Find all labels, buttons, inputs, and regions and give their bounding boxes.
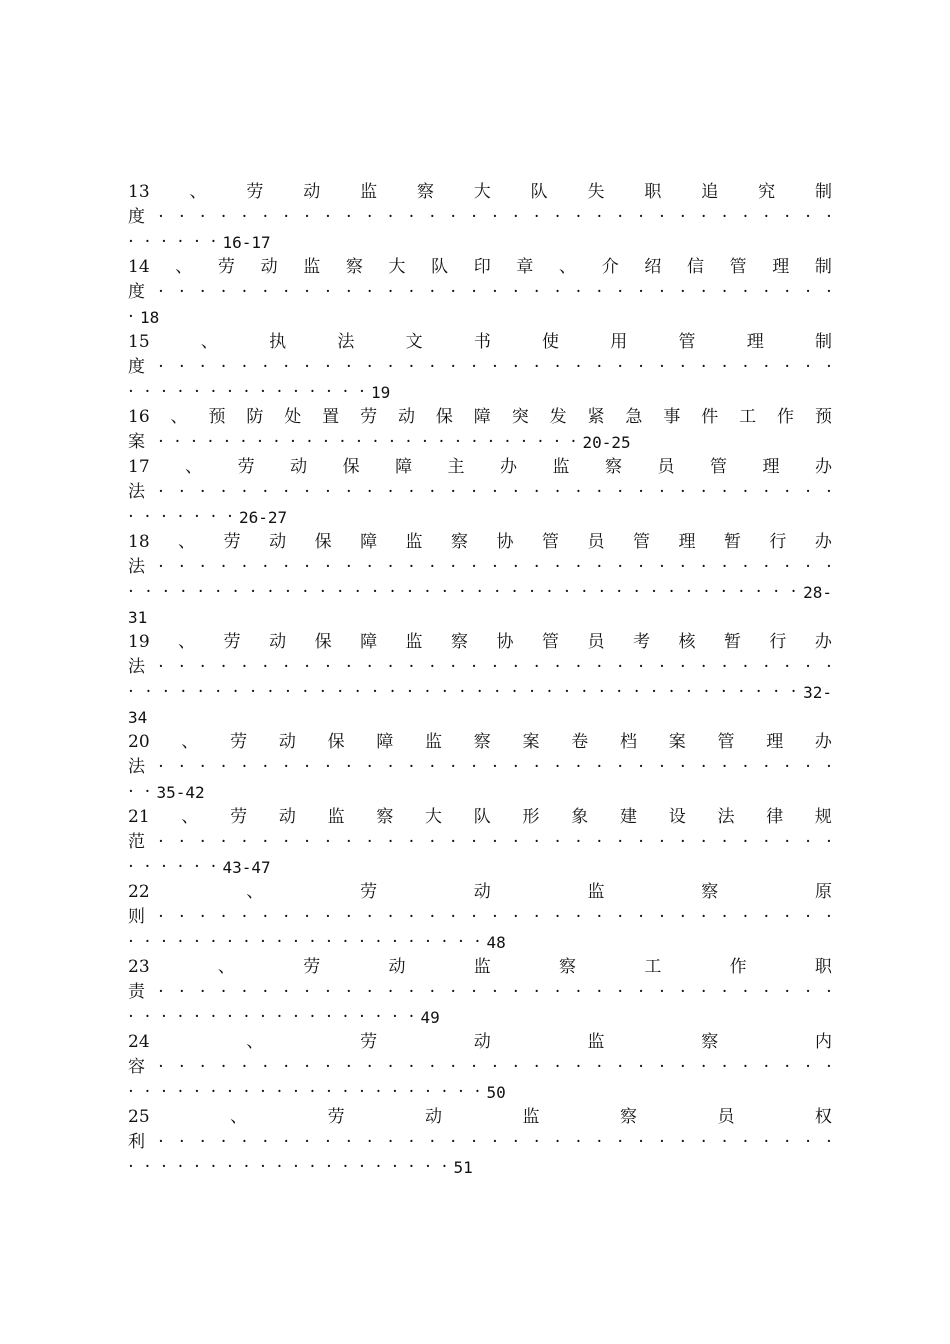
toc-title-word: 员: [717, 1107, 735, 1127]
toc-title-word: 、: [178, 532, 196, 552]
toc-entry[interactable]: [128, 405, 832, 455]
toc-entry[interactable]: [128, 730, 832, 805]
toc-title-word: 动: [269, 532, 287, 552]
toc-title-word: 文: [405, 332, 423, 352]
toc-title-word: 监: [405, 532, 423, 552]
toc-title-word: 监: [360, 182, 378, 202]
toc-title-word: 制: [814, 182, 832, 202]
toc-title-word: 22: [128, 882, 150, 902]
toc-title-word: 23: [128, 957, 150, 977]
dot-leader: · · · · · · ·: [128, 507, 233, 527]
toc-title-word: 队: [473, 807, 491, 827]
toc-title-continuation: 责: [128, 982, 145, 1002]
toc-page-number: 16-17: [222, 233, 271, 252]
toc-title-word: 理: [678, 532, 696, 552]
dot-leader: · · · · · · · · · · · · · · · · · · · ·: [128, 1157, 448, 1177]
toc-title-continuation: 度: [128, 207, 145, 227]
toc-entry[interactable]: [128, 1105, 832, 1180]
toc-title-word: 劳: [223, 632, 241, 652]
toc-page-number: 32-: [803, 683, 832, 702]
toc-title-word: 监: [303, 257, 321, 277]
toc-title-word: 用: [610, 332, 628, 352]
toc-title-word: 件: [701, 407, 719, 427]
toc-title-word: 、: [175, 257, 193, 277]
toc-title-word: 劳: [217, 257, 235, 277]
toc-title-word: 主: [447, 457, 465, 477]
toc-title-word: 规: [814, 807, 832, 827]
toc-title-word: 动: [278, 807, 296, 827]
toc-entry[interactable]: [128, 330, 832, 405]
toc-title-word: 管: [678, 332, 696, 352]
toc-title-word: 工: [644, 957, 662, 977]
toc-title-word: 办: [500, 457, 518, 477]
toc-title-word: 理: [762, 457, 780, 477]
toc-title-word: 监: [327, 807, 345, 827]
toc-title-word: 员: [657, 457, 675, 477]
toc-title-word: 察: [345, 257, 363, 277]
dot-leader: · · · · · · · · · · · · · · · · · · · · · · · · · · · · · · · · ·: [158, 207, 832, 227]
toc-title-word: 印: [473, 257, 491, 277]
toc-title-word: 卷: [571, 732, 589, 752]
toc-title-word: 预: [814, 407, 832, 427]
toc-title-word: 理: [772, 257, 790, 277]
toc-title-word: 制: [814, 332, 832, 352]
toc-entry[interactable]: [128, 955, 832, 1030]
toc-title-word: 考: [632, 632, 650, 652]
toc-title-word: 保: [314, 632, 332, 652]
dot-leader: · · · · · · · · · · · · · · · · · · · · · · · · · · · · · · · · ·: [158, 657, 832, 677]
toc-title-word: 管: [717, 732, 735, 752]
toc-title-word: 监: [425, 732, 443, 752]
dot-leader: · · · · · · · · · · · · · · · · · · · · · ·: [128, 932, 481, 952]
toc-title-word: 、: [189, 182, 207, 202]
toc-title-word: 理: [766, 732, 784, 752]
toc-entry[interactable]: [128, 880, 832, 955]
toc-title-word: 劳: [237, 457, 255, 477]
toc-title-word: 作: [777, 407, 795, 427]
toc-title-word: 监: [473, 957, 491, 977]
toc-title-continuation: 法: [128, 482, 145, 502]
toc-title-word: 管: [632, 532, 650, 552]
toc-entry-title: [128, 955, 832, 980]
dot-leader: · · · · · · · · · · · · · · · · · · · · · · · · · ·: [158, 432, 577, 452]
toc-title-word: 突: [511, 407, 529, 427]
toc-title-word: 象: [571, 807, 589, 827]
toc-title-word: 、: [246, 882, 264, 902]
toc-title-word: 监: [405, 632, 423, 652]
toc-entry-title: [128, 1030, 832, 1055]
toc-entry-title: [128, 405, 832, 430]
toc-title-word: 劳: [230, 807, 248, 827]
toc-title-word: 办: [814, 732, 832, 752]
toc-title-word: 动: [473, 1032, 491, 1052]
toc-title-word: 管: [542, 532, 559, 552]
dot-leader: · ·: [128, 782, 151, 802]
toc-title-word: 职: [814, 957, 832, 977]
toc-title-word: 员: [587, 532, 605, 552]
toc-title-word: 16: [128, 407, 150, 427]
toc-title-word: 动: [397, 407, 415, 427]
toc-page-number: 28-: [803, 583, 832, 602]
toc-page-number: 31: [128, 608, 148, 627]
toc-title-word: 作: [729, 957, 747, 977]
toc-title-word: 监: [587, 1032, 605, 1052]
toc-title-word: 管: [729, 257, 747, 277]
toc-title-word: 建: [619, 807, 637, 827]
toc-entry-title: [128, 1105, 832, 1130]
toc-title-word: 障: [360, 632, 378, 652]
toc-entry-title: [128, 630, 832, 655]
toc-title-word: 、: [170, 407, 188, 427]
toc-title-word: 队: [431, 257, 449, 277]
toc-title-word: 章: [516, 257, 534, 277]
toc-title-word: 防: [246, 407, 264, 427]
toc-title-word: 发: [549, 407, 567, 427]
toc-title-word: 劳: [360, 407, 378, 427]
toc-title-word: 21: [128, 807, 150, 827]
toc-title-word: 使: [542, 332, 560, 352]
toc-title-word: 员: [587, 632, 605, 652]
toc-title-word: 劳: [303, 957, 321, 977]
toc-title-word: 、: [200, 332, 218, 352]
toc-title-word: 、: [181, 807, 199, 827]
toc-title-word: 察: [451, 532, 469, 552]
toc-title-word: 办: [814, 457, 832, 477]
toc-title-word: 工: [739, 407, 757, 427]
toc-title-word: 13: [128, 182, 150, 202]
toc-page-number: 35-42: [156, 783, 205, 802]
toc-title-word: 办: [814, 632, 832, 652]
dot-leader: · · · · · · · · · · · · · · · · · · · · · · · · · · · · · · · · ·: [158, 757, 832, 777]
toc-title-continuation: 度: [128, 282, 145, 302]
toc-page-number: 49: [420, 1008, 440, 1027]
toc-title-word: 、: [217, 957, 235, 977]
toc-title-word: 察: [473, 732, 491, 752]
toc-title-word: 原: [814, 882, 832, 902]
toc-title-word: 17: [128, 457, 150, 477]
toc-title-word: 、: [559, 257, 577, 277]
toc-title-word: 暂: [723, 632, 741, 652]
toc-title-word: 紧: [587, 407, 605, 427]
toc-title-word: 追: [701, 182, 719, 202]
toc-title-word: 察: [619, 1107, 637, 1127]
dot-leader: · · · · · ·: [128, 232, 217, 252]
toc-title-word: 究: [758, 182, 776, 202]
toc-title-word: 协: [496, 532, 514, 552]
toc-title-continuation: 法: [128, 757, 145, 777]
toc-title-word: 20: [128, 732, 150, 752]
toc-entry-title: [128, 805, 832, 830]
dot-leader: ·: [128, 307, 134, 327]
dot-leader: · · · · · ·: [128, 857, 217, 877]
dot-leader: · · · · · · · · · · · · · · · · · · · · · ·: [128, 1082, 481, 1102]
toc-title-word: 队: [530, 182, 548, 202]
toc-title-word: 法: [337, 332, 355, 352]
toc-title-word: 动: [425, 1107, 443, 1127]
toc-title-word: 急: [625, 407, 643, 427]
toc-title-word: 办: [814, 532, 832, 552]
toc-title-word: 劳: [246, 182, 264, 202]
toc-title-word: 察: [416, 182, 434, 202]
toc-entry[interactable]: [128, 180, 832, 255]
toc-entry-title: [128, 880, 832, 905]
toc-title-word: 案: [522, 732, 540, 752]
toc-entry-title: [128, 455, 832, 480]
toc-title-word: 法: [717, 807, 735, 827]
toc-page-number: 51: [453, 1158, 473, 1177]
toc-title-word: 形: [522, 807, 540, 827]
toc-title-word: 察: [376, 807, 394, 827]
toc-title-word: 动: [269, 632, 287, 652]
toc-title-word: 、: [246, 1032, 264, 1052]
toc-title-word: 、: [178, 632, 196, 652]
toc-title-word: 大: [473, 182, 491, 202]
toc-entry[interactable]: [128, 255, 832, 330]
toc-title-word: 察: [701, 882, 719, 902]
toc-title-word: 行: [769, 632, 787, 652]
toc-title-word: 内: [814, 1032, 832, 1052]
toc-title-word: 协: [496, 632, 514, 652]
toc-title-word: 察: [451, 632, 469, 652]
toc-title-word: 14: [128, 257, 150, 277]
toc-title-word: 障: [473, 407, 491, 427]
toc-title-word: 大: [425, 807, 443, 827]
toc-title-word: 察: [701, 1032, 719, 1052]
toc-title-word: 设: [668, 807, 686, 827]
dot-leader: · · · · · · · · · · · · · · · · · · · · · · · · · · · · · · · · ·: [158, 907, 832, 927]
dot-leader: · · · · · · · · · · · · · · · · · · · · · · · · · · · · · · · · ·: [158, 832, 832, 852]
toc-entry[interactable]: [128, 530, 832, 630]
toc-title-word: 、: [181, 732, 199, 752]
dot-leader: · · · · · · · · · · · · · · · · · · · · · · · · · · · · · · · · ·: [158, 1057, 832, 1077]
toc-title-word: 案: [668, 732, 686, 752]
dot-leader: · · · · · · · · · · · · · · · · · · · · · · · · · · · · · · · · · · · · · · ·: [128, 582, 797, 602]
toc-title-word: 管: [542, 632, 559, 652]
toc-entry[interactable]: [128, 455, 832, 530]
toc-title-word: 事: [663, 407, 681, 427]
toc-entry[interactable]: [128, 1030, 832, 1105]
toc-entry-title: [128, 180, 832, 205]
toc-title-word: 动: [278, 732, 296, 752]
toc-title-continuation: 则: [128, 907, 145, 927]
toc-entry[interactable]: [128, 630, 832, 730]
toc-title-word: 核: [678, 632, 696, 652]
toc-title-word: 保: [314, 532, 332, 552]
toc-title-word: 动: [260, 257, 278, 277]
toc-title-word: 动: [388, 957, 406, 977]
dot-leader: · · · · · · · · · · · · · · · · · · · · · · · · · · · · · · · · ·: [158, 282, 832, 302]
toc-title-word: 保: [342, 457, 360, 477]
toc-title-word: 职: [644, 182, 662, 202]
toc-title-word: 管: [709, 457, 727, 477]
toc-title-word: 动: [290, 457, 308, 477]
dot-leader: · · · · · · · · · · · · · · · · · · · · · · · · · · · · · · · · ·: [158, 357, 832, 377]
dot-leader: · · · · · · · · · · · · · · · · · ·: [128, 1007, 415, 1027]
dot-leader: · · · · · · · · · · · · · · · · · · · · · · · · · · · · · · · · · · · · · · ·: [128, 682, 797, 702]
toc-title-continuation: 容: [128, 1057, 145, 1077]
toc-entry-title: [128, 330, 832, 355]
toc-title-word: 置: [322, 407, 340, 427]
toc-title-continuation: 范: [128, 832, 145, 852]
toc-title-word: 劳: [230, 732, 248, 752]
toc-title-word: 动: [473, 882, 491, 902]
toc-page-number: 18: [140, 308, 160, 327]
toc-title-word: 大: [388, 257, 406, 277]
dot-leader: · · · · · · · · · · · · · · ·: [128, 382, 365, 402]
dot-leader: · · · · · · · · · · · · · · · · · · · · · · · · · · · · · · · · ·: [158, 982, 832, 1002]
toc-title-word: 动: [303, 182, 321, 202]
toc-page-number: 34: [128, 708, 148, 727]
toc-title-word: 劳: [327, 1107, 345, 1127]
toc-page-number: 43-47: [222, 858, 271, 877]
toc-page-number: 48: [486, 933, 506, 952]
toc-entry[interactable]: [128, 805, 832, 880]
toc-title-word: 监: [587, 882, 605, 902]
toc-page-number: 19: [371, 383, 391, 402]
toc-title-word: 失: [587, 182, 605, 202]
toc-title-continuation: 利: [128, 1132, 145, 1152]
toc-page-number: 50: [486, 1083, 506, 1102]
toc-title-word: 15: [128, 332, 150, 352]
toc-title-word: 障: [360, 532, 378, 552]
toc-title-word: 律: [766, 807, 784, 827]
toc-title-word: 理: [746, 332, 764, 352]
toc-title-word: 信: [686, 257, 704, 277]
toc-title-word: 监: [522, 1107, 540, 1127]
toc-title-word: 25: [128, 1107, 150, 1127]
toc-title-word: 19: [128, 632, 150, 652]
toc-title-word: 保: [327, 732, 345, 752]
toc-title-word: 、: [230, 1107, 248, 1127]
toc-title-word: 察: [559, 957, 577, 977]
toc-title-word: 权: [814, 1107, 832, 1127]
toc-title-word: 书: [473, 332, 491, 352]
dot-leader: · · · · · · · · · · · · · · · · · · · · · · · · · · · · · · · · ·: [158, 482, 832, 502]
toc-title-word: 、: [185, 457, 203, 477]
toc-title-word: 执: [269, 332, 287, 352]
toc-entry-title: [128, 530, 832, 555]
toc-title-continuation: 案: [128, 432, 145, 452]
toc-title-word: 障: [395, 457, 413, 477]
toc-title-continuation: 法: [128, 557, 145, 577]
toc-title-word: 保: [435, 407, 453, 427]
toc-title-word: 监: [552, 457, 570, 477]
toc-title-word: 处: [284, 407, 302, 427]
toc-title-word: 制: [814, 257, 832, 277]
toc-title-word: 24: [128, 1032, 150, 1052]
toc-title-word: 暂: [723, 532, 741, 552]
dot-leader: · · · · · · · · · · · · · · · · · · · · · · · · · · · · · · · · ·: [158, 557, 832, 577]
toc-title-word: 障: [376, 732, 394, 752]
toc-title-word: 预: [208, 407, 226, 427]
toc-title-word: 劳: [223, 532, 241, 552]
toc-entry-title: [128, 255, 832, 280]
toc-title-continuation: 法: [128, 657, 145, 677]
toc-page-number: 26-27: [239, 508, 288, 527]
toc-title-word: 行: [769, 532, 787, 552]
toc-title-word: 绍: [644, 257, 662, 277]
toc-title-word: 介: [601, 257, 619, 277]
toc-entry-title: [128, 730, 832, 755]
toc-title-word: 察: [605, 457, 622, 477]
toc-title-word: 劳: [360, 882, 378, 902]
dot-leader: · · · · · · · · · · · · · · · · · · · · · · · · · · · · · · · · ·: [158, 1132, 832, 1152]
toc-title-continuation: 度: [128, 357, 145, 377]
toc-page-number: 20-25: [582, 433, 631, 452]
toc-title-word: 档: [619, 732, 637, 752]
toc-title-word: 劳: [360, 1032, 378, 1052]
toc-title-word: 18: [128, 532, 150, 552]
